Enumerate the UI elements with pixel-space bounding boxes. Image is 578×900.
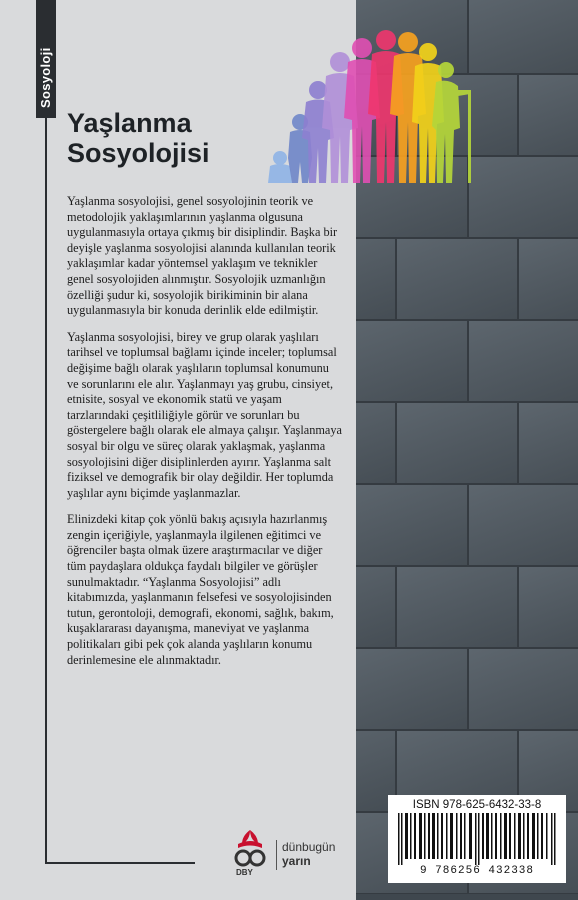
publisher-name-line2: yarın	[282, 854, 311, 868]
blurb-text	[67, 194, 343, 679]
publisher-mark: DBY	[236, 868, 253, 877]
book-title	[67, 108, 210, 168]
barcode-bars	[396, 813, 558, 865]
title-line-2: Sosyolojisi	[67, 138, 210, 168]
frame-line-vertical	[45, 118, 47, 863]
blurb-paragraph: Elinizdeki kitap çok yönlü bakış açısıyla hazırlanmış zengin içeriğiyle, yaşlanmayla ilgilenen eğitimci ve öğrenciler başta olmak üzere araştırmacılar ve diğer tüm paydaşlara oldukça faydalı bilgiler ve görüşler sunulmaktadır. “Yaşlanma Sosyolojisi” adlı kitabımızda, yaşlanmanın felsefesi ve sosyolojisinden tutun, gerontoloji, demografi, ekonomi, sağlık, bakım, kuşaklararası dayanışma, maneviyat ve yaşlanma politikaları gibi pek çok alanda yaşlıların konumu derinlemesine ele alınmaktadır.	[67, 512, 334, 667]
logo-divider	[276, 840, 277, 870]
title-line-1: Yaşlanma	[67, 108, 192, 138]
category-label: Sosyoloji	[38, 47, 53, 108]
frame-line-top	[56, 0, 356, 2]
aging-silhouettes-illustration	[262, 18, 482, 186]
publisher-logo	[224, 828, 354, 886]
blurb-paragraph: Yaşlanma sosyolojisi, genel sosyolojinin teorik ve metodolojik yaklaşımlarının yaşlanma olgusuna uygulanmasıyla ortaya çıkmış bir disiplindir. Başka bir deyişle yaşlanma sosyolojisi alanında kullanılan teorik yaklaşımlar kadar yöntemsel yaklaşım ve teknikler genel sosyolojiden alınmıştır. Sosyolojik uzmanlığın özelliği şudur ki, sosyolojik birikiminin bir alana uygulanmasıyla bir konuda derinlik elde edilmiştir.	[67, 194, 338, 318]
blurb-paragraph: Yaşlanma sosyolojisi, birey ve grup olarak yaşlıları tarihsel ve toplumsal bağlamı içinde inceler; toplumsal değişime bağlı olarak yaşlıların toplumsal konumunu ve sorunlarını ele alır. Yaşlanmayı yaş grubu, cinsiyet, etnisite, sosyal ve ekonomik statü ve yaşam tarzlarındaki çeşitliliğiyle görür ve sorunları bu göstergelere bağlı olarak ele almaya çalışır. Yaşlanmaya sosyal bir olgu ve süreç olarak yaklaşmak, yaşlanma sosyolojisini diğer disiplinlerden ayırır. Yaşlanma salt fiziksel ve demografik bir olay değildir. Her toplumda yaşlılar aynı biçimde yaşlanmazlar.	[67, 329, 342, 500]
publisher-name-line1: dünbugün	[282, 840, 336, 854]
category-tab	[36, 0, 56, 118]
isbn-label: ISBN 978-625-6432-33-8	[412, 799, 542, 811]
publisher-emblem-icon	[228, 828, 272, 870]
frame-line-bottom	[45, 862, 195, 864]
isbn-barcode	[388, 795, 566, 883]
barcode-number: 9 786256 432338	[419, 865, 535, 877]
